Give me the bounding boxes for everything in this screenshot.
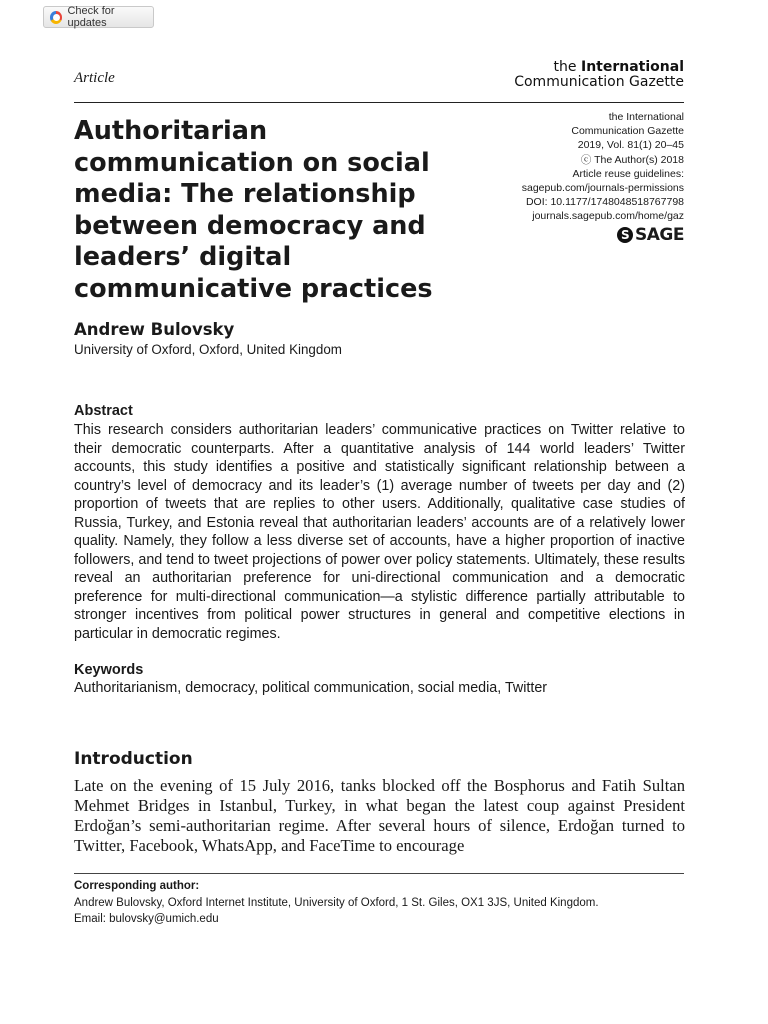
meta-doi[interactable]: DOI: 10.1177/1748048518767798	[525, 196, 684, 209]
footnote-address: Andrew Bulovsky, Oxford Internet Institute, University of Oxford, 1 St. Giles, OX1 3JS, United Kingdom.	[74, 897, 599, 909]
meta-volume: 2019, Vol. 81(1) 20–45	[577, 139, 684, 152]
header-divider	[74, 102, 684, 103]
abstract-heading: Abstract	[74, 403, 133, 419]
footnote	[74, 896, 694, 927]
footnote-email[interactable]: Email: bulovsky@umich.edu	[74, 912, 219, 925]
introduction-text: Late on the evening of 15 July 2016, tanks blocked off the Bosphorus and Fatih Sultan Mehmet Bridges in Istanbul, Turkey, in what began the latest coup against President Erdoğan’s semi-authoritarian regime. After several hours of silence, Erdoğan turned to Twitter, Facebook, WhatsApp, and FaceTime to encourage	[74, 776, 685, 855]
section-label: Article	[74, 70, 115, 86]
meta-reuse-link[interactable]: sagepub.com/journals-permissions	[521, 182, 684, 195]
meta-reuse-label: Article reuse guidelines:	[572, 167, 684, 180]
journal-logo-line2: Communication Gazette	[514, 74, 684, 90]
author-name: Andrew Bulovsky	[74, 320, 235, 339]
article-title: Authoritarian communication on social media: The relationship between democracy and leaders’ digital communicative practices	[74, 116, 433, 304]
article-metadata	[474, 110, 684, 243]
check-for-updates-label: Check for updates	[67, 5, 115, 29]
meta-journal: the International	[608, 111, 684, 123]
journal-logo-prefix: the	[553, 59, 581, 75]
keywords-heading: Keywords	[74, 662, 144, 678]
sage-logo-icon: S	[617, 227, 633, 243]
check-for-updates-button[interactable]	[43, 6, 154, 28]
meta-homepage[interactable]: journals.sagepub.com/home/gaz	[532, 210, 684, 223]
abstract-text: This research considers authoritarian leaders’ communicative practices on Twitter relative to their democratic counterparts. After a quantitative analysis of 144 world leaders’ Twitter accounts, this study identifies a positive and statistically significant relationship between a country’s level of democracy and its leader’s (1) average number of tweets per day and (2) proportion of tweets that are replies to other users. Additionally, qualitative case studies of Russia, Turkey, and Estonia reveal that authoritarian leaders’ accounts are of a relatively lower quality. Namely, they follow a less diverse set of accounts, have a higher proportion of inactive followers, and tend to tweet projections of power over policy statements. Ultimately, these results reveal an authoritarian preference for uni-directional communication and a democratic preference for multi-directional communication—a stylistic difference partially attributable to stronger incentives from political power structures in general and competitive elections in particular in democratic regimes.	[74, 422, 685, 642]
journal-logo	[514, 60, 684, 90]
sage-logo	[617, 224, 684, 245]
journal-logo-name: International	[580, 59, 684, 75]
keywords-text: Authoritarianism, democracy, political communication, social media, Twitter	[74, 680, 548, 696]
footnote-heading: Corresponding author:	[74, 880, 200, 892]
author-affiliation: University of Oxford, Oxford, United Kingdom	[74, 342, 342, 357]
sage-logo-text: SAGE	[635, 224, 684, 245]
meta-copyright: ⓒ The Author(s) 2018	[580, 153, 684, 166]
introduction-heading: Introduction	[74, 749, 193, 769]
footnote-divider	[74, 873, 684, 874]
meta-journal-2: Communication Gazette	[571, 125, 684, 138]
check-for-updates-icon	[50, 11, 62, 24]
